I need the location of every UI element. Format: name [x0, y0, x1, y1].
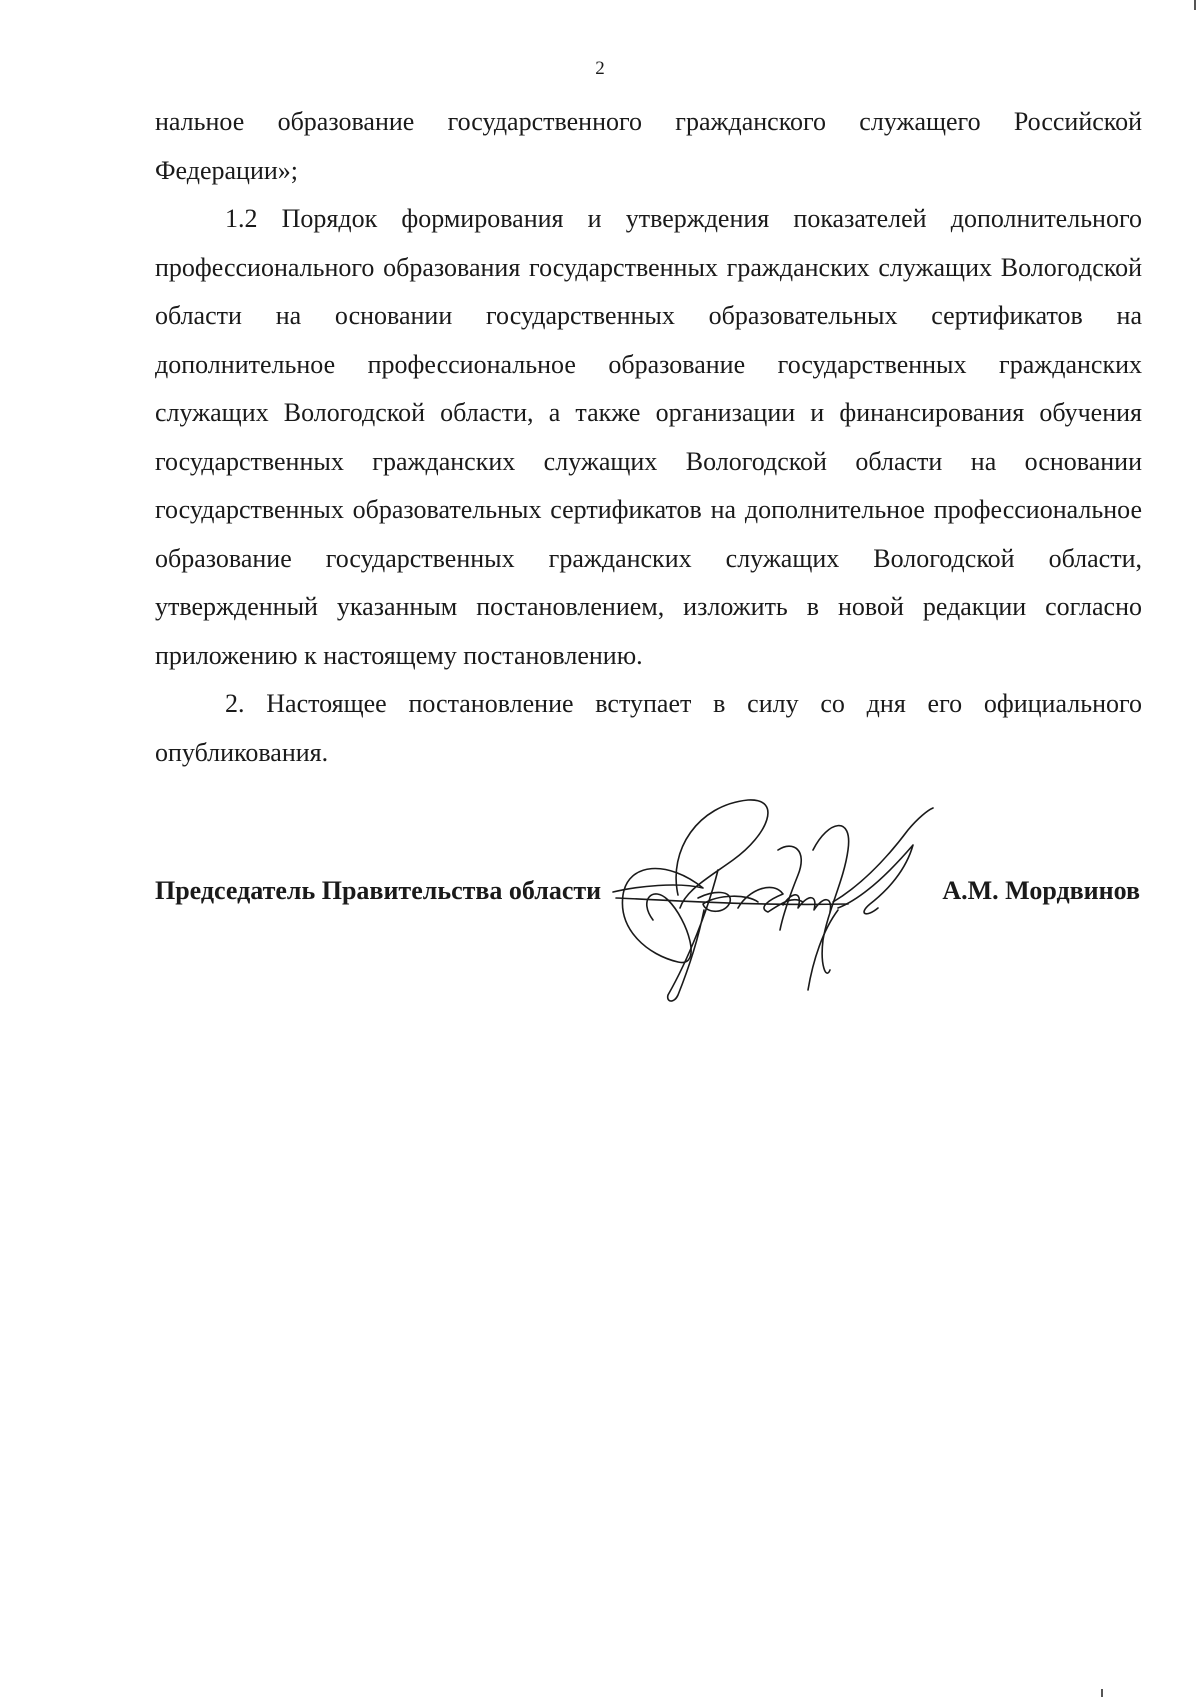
page-number: 2 — [595, 58, 605, 79]
scan-edge-mark-bottom — [1101, 1689, 1103, 1697]
paragraph-continuation: нальное образование государственного гражданского служащего Российской Федерации»; — [155, 107, 1142, 185]
paragraph-item-1-2: 1.2 Порядок формирования и утверждения показателей дополнительного профессионального образования государственных гражданских служащих Вологодской области на основании государственных образовательных сертификатов на дополнительное профессиональное образование государственных гражданских служащих Вологодской области, а также организации и финансирования обучения государственных гражданских служащих Вологодской области на основании государственных образовательных сертификатов на дополнительное профессиональное образование государственных гражданских служащих Вологодской области, утвержденный указанным постановлением, изложить в новой редакции согласно приложению к настоящему постановлению. — [155, 204, 1142, 670]
handwritten-signature — [608, 790, 968, 1010]
paragraph-item-2: 2. Настоящее постановление вступает в силу со дня его официального опубликования. — [155, 689, 1142, 767]
signer-title: Председатель Правительства области — [155, 876, 602, 905]
document-body — [155, 98, 1142, 777]
scan-edge-mark-top — [1194, 0, 1196, 10]
signer-name: А.М. Мордвинов — [942, 876, 1140, 905]
